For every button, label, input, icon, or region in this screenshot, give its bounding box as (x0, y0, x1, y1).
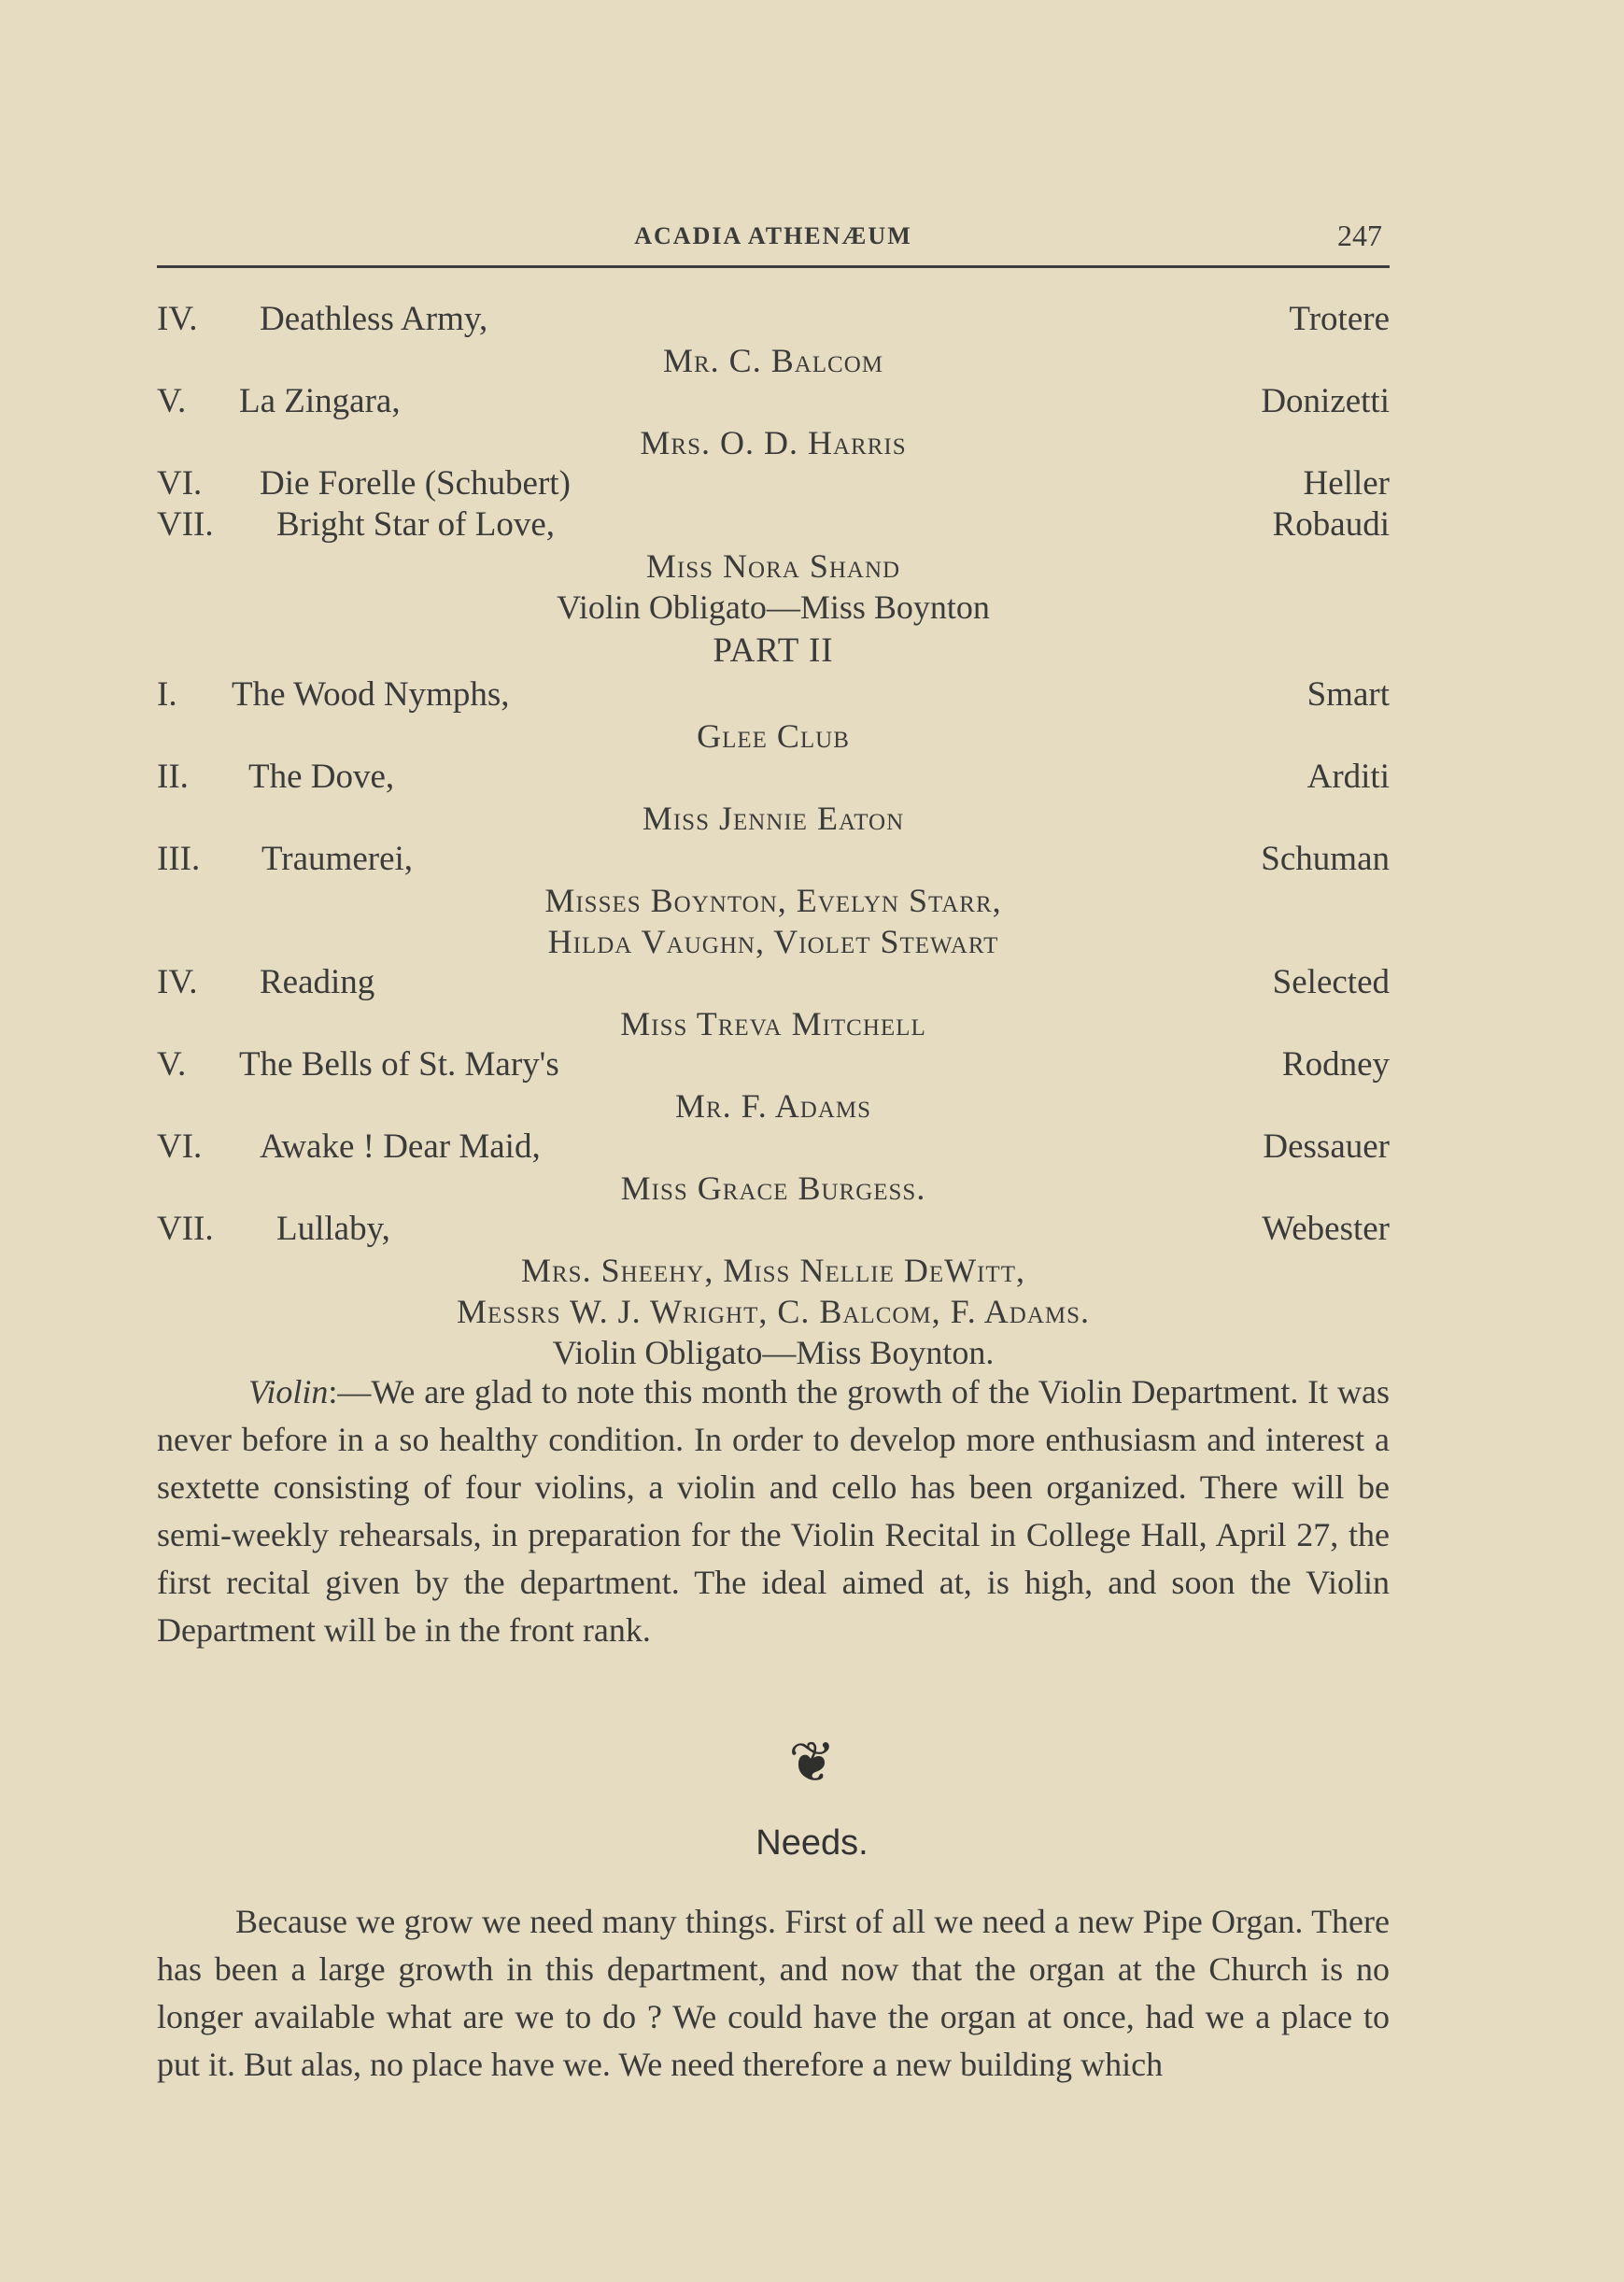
piece-title: The Bells of St. Mary's (239, 1045, 559, 1084)
program-item (157, 1209, 1390, 1250)
header-rule (157, 265, 1390, 268)
violin-lead: Violin (248, 1373, 329, 1410)
item-number: VII. (157, 505, 214, 544)
violin-text: :—We are glad to note this month the growth of the Violin Department. It was never before in a so healthy condition. In order to develop more enthusiasm and interest a sextette consisting of four violins, a violin and cello has been organized. There will be semi-weekly rehearsals, in preparation for the Violin Recital in College Hall, April 27, the first recital given by the department. The ideal aimed at, is high, and soon the Violin Department will be in the front rank. (157, 1373, 1390, 1649)
piece-title: Deathless Army, (260, 300, 488, 338)
composer-name: Trotere (1289, 300, 1390, 338)
composer-name: Robaudi (1272, 505, 1390, 544)
piece-title: Awake ! Dear Maid, (260, 1127, 541, 1166)
performer-line: Miss Nora Shand (645, 547, 901, 585)
performer-line: Mrs. Sheehy, Miss Nellie DeWitt, (521, 1252, 1025, 1289)
composer-name: Smart (1306, 675, 1390, 714)
item-number: V. (157, 382, 187, 420)
needs-paragraph: Because we grow we need many things. First of all we need a new Pipe Organ. There has been a large growth in this department, and now that the organ at the Church is no longer available what are we to do ? We could have the organ at once, had we a place to put it. But alas, no place have we. We need therefore a new building which (157, 1903, 1390, 2083)
performer-line: Hilda Vaughn, Violet Stewart (547, 923, 999, 960)
performer-line: Mr. C. Balcom (663, 342, 883, 379)
item-number: V. (157, 1045, 187, 1084)
item-number: VI. (157, 1127, 203, 1166)
piece-title: Die Forelle (Schubert) (260, 464, 571, 503)
performer-line: Messrs W. J. Wright, C. Balcom, F. Adams. (456, 1293, 1091, 1330)
program-item (157, 463, 1390, 504)
item-number: III. (157, 840, 201, 878)
composer-name: Donizetti (1261, 382, 1390, 420)
program-item (157, 962, 1390, 1003)
performer-line: Mr. F. Adams (674, 1087, 872, 1125)
item-number: VI. (157, 464, 203, 503)
performer-line: Misses Boynton, Evelyn Starr, (544, 882, 1002, 919)
performer-line: Miss Grace Burgess. (620, 1169, 926, 1207)
program-item (157, 1127, 1390, 1168)
composer-name: Heller (1303, 464, 1390, 503)
piece-title: Traumerei, (261, 840, 414, 878)
piece-title: La Zingara, (239, 382, 401, 420)
composer-name: Rodney (1281, 1045, 1390, 1084)
performer-line: Mrs. O. D. Harris (640, 424, 907, 461)
performer-line: Miss Jennie Eaton (642, 800, 905, 837)
program-item (157, 381, 1390, 422)
program-item (157, 757, 1390, 798)
needs-heading: Needs. (756, 1823, 868, 1863)
composer-name: Selected (1272, 963, 1390, 1001)
item-number: II. (157, 758, 189, 796)
performer-line: Glee Club (697, 717, 850, 755)
composer-name: Schuman (1261, 840, 1390, 878)
piece-title: Bright Star of Love, (276, 505, 556, 544)
running-header (157, 217, 1390, 273)
piece-title: Reading (260, 963, 375, 1001)
piece-title: The Dove, (248, 758, 395, 796)
program-item (157, 674, 1390, 716)
violin-paragraph (157, 1368, 1390, 1654)
composer-name: Webester (1262, 1210, 1390, 1248)
item-number: IV. (157, 300, 198, 338)
program-item (157, 299, 1390, 340)
program-item (157, 504, 1390, 546)
performer-line: Violin Obligato—Miss Boynton (557, 588, 990, 626)
item-number: VII. (157, 1210, 214, 1248)
performer-line: Violin Obligato—Miss Boynton. (552, 1334, 995, 1371)
part-heading: PART II (713, 631, 834, 670)
performer-line: Miss Treva Mitchell (620, 1005, 926, 1042)
journal-title: ACADIA ATHENÆUM (634, 222, 912, 249)
composer-name: Dessauer (1263, 1127, 1390, 1166)
ornament-divider: ❦ (788, 1732, 836, 1793)
program-item (157, 839, 1390, 880)
composer-name: Arditi (1306, 758, 1390, 796)
item-number: IV. (157, 963, 198, 1001)
concert-program (157, 299, 1390, 1373)
piece-title: Lullaby, (276, 1210, 390, 1248)
page-number: 247 (1337, 219, 1382, 252)
program-item (157, 1044, 1390, 1085)
item-number: I. (157, 675, 177, 714)
piece-title: The Wood Nymphs, (232, 675, 510, 714)
